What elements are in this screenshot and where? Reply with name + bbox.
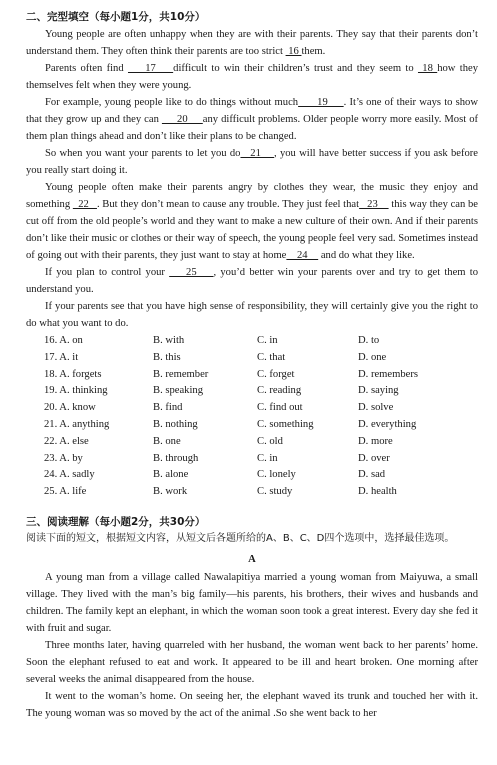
paragraph-text: how they themselves felt when they were young.	[26, 63, 479, 91]
answer-blank: 18	[417, 63, 438, 74]
reading-paragraph: A young man from a village called Nawalapitiya married a young woman from Maiyuwa, a small village. They lived with the man’s big family—his parents, his brothers, their wives and husbands and children. The family kept an elephant, in which the woman soon took a great interest. Every day she fed it with fruit and sugar.	[26, 571, 478, 634]
paragraph-text: If you plan to control your	[45, 267, 170, 278]
paragraph-text: For example, young people like to do things without much	[45, 97, 299, 108]
answer-blank: 25	[169, 267, 214, 278]
paragraph-text: difficult to win their children’s trust and they seem to	[173, 63, 418, 74]
option-b: B. one	[153, 435, 181, 447]
option-row	[26, 383, 478, 400]
option-row	[26, 333, 478, 350]
option-a: 16. A. on	[44, 335, 83, 346]
option-row	[26, 350, 478, 367]
option-b: B. alone	[153, 469, 189, 481]
answer-blank: 20	[161, 114, 203, 125]
option-c: C. old	[257, 435, 283, 447]
option-d: D. everything	[358, 418, 417, 430]
paragraph-text: and do what they like.	[318, 250, 415, 261]
passage-title: A	[248, 553, 256, 565]
option-b: B. work	[153, 486, 188, 498]
option-row	[26, 400, 478, 417]
option-c: C. that	[257, 351, 286, 363]
option-a: 23. A. by	[44, 452, 83, 464]
paragraph-text: If your parents see that you have high sense of responsibility, they will certainly give you the right to do what you want to do.	[26, 301, 478, 329]
option-b: B. this	[153, 351, 181, 363]
paragraph-text: them.	[301, 46, 326, 57]
cloze-paragraph	[26, 179, 478, 264]
reading-paragraph: It went to the woman’s home. On seeing her, the elephant waved its trunk and touched her with it. The young woman was so moved by the act of the animal .So she went back to her	[26, 690, 478, 719]
cloze-paragraph	[26, 60, 478, 94]
option-c: C. study	[257, 486, 293, 498]
options-list	[26, 333, 478, 501]
option-d: D. one	[358, 351, 387, 363]
paragraph-text: Young people are often unhappy when they are with their parents. They say that their parents don’t understand them. They often think their parents are too strict	[26, 29, 478, 57]
option-a: 18. A. forgets	[44, 368, 102, 380]
section3-heading: 三、阅读理解（每小题2分，共30分）	[26, 515, 206, 528]
option-d: D. to	[358, 335, 380, 346]
option-b: B. find	[153, 402, 183, 414]
cloze-paragraph	[26, 298, 478, 332]
option-row	[26, 417, 478, 434]
option-a: 25. A. life	[44, 486, 87, 498]
paragraph-text: . But they don’t mean to cause any trouble. They just feel that	[96, 199, 360, 210]
option-a: 22. A. else	[44, 435, 89, 447]
section2-heading: 二、完型填空（每小题1分，共10分）	[26, 11, 206, 23]
option-c: C. lonely	[257, 469, 296, 481]
option-d: D. remembers	[358, 368, 419, 380]
option-row	[26, 367, 478, 384]
paragraph-text: this way they can be cut off from the old people’s world and they want to make a new culture of their own. And if their parents don’t like their music or clothes or their way of speech, the young people feel very sad. Sometimes instead of going out with their parents, they just want to stay at home	[26, 199, 478, 261]
option-d: D. health	[358, 486, 397, 498]
option-d: D. over	[358, 452, 390, 464]
option-b: B. with	[153, 335, 185, 346]
option-b: B. speaking	[153, 385, 204, 397]
option-d: D. saying	[358, 385, 399, 397]
option-b: B. remember	[153, 368, 209, 380]
option-c: C. something	[257, 418, 314, 430]
answer-blank: 22	[72, 199, 97, 210]
answer-blank: 21	[240, 148, 275, 159]
answer-blank: 19	[298, 97, 344, 108]
exam-page	[26, 8, 478, 722]
paragraph-text: , you’d better win your parents over and try to get them to understand you.	[26, 267, 479, 295]
option-a: 17. A. it	[44, 351, 79, 363]
paragraph-text: any difficult problems. Older people worry more easily. Most of them plan things ahead and don’t like their plans to be changed.	[26, 114, 479, 142]
option-d: D. solve	[358, 402, 394, 414]
answer-blank: 16	[285, 46, 302, 57]
option-c: C. forget	[257, 368, 295, 380]
option-c: C. reading	[257, 385, 302, 397]
option-a: 20. A. know	[44, 402, 96, 414]
answer-blank: 24	[286, 250, 319, 261]
reading-paragraph: Three months later, having quarreled with her husband, the woman went back to her parents’ home. Soon the elephant refused to eat and work. It appeared to be ill and heart broken. One morning after several weeks the animal disappeared from the house.	[26, 639, 478, 685]
option-row	[26, 451, 478, 468]
option-c: C. in	[257, 335, 278, 346]
option-b: B. through	[153, 452, 199, 464]
option-b: B. nothing	[153, 418, 198, 430]
cloze-paragraph	[26, 145, 478, 179]
option-row	[26, 484, 478, 501]
option-row	[26, 434, 478, 451]
option-a: 19. A. thinking	[44, 385, 108, 397]
reading-instructions: 阅读下面的短文，根据短文内容，从短文后各题所给的A、B、C、D四个选项中，选择最佳选项。	[26, 532, 455, 544]
paragraph-text: So when you want your parents to let you do	[45, 148, 241, 159]
cloze-paragraph	[26, 94, 478, 145]
option-a: 24. A. sadly	[44, 469, 95, 481]
paragraph-text: Young people often make their parents angry by clothes they wear, the music they enjoy and something	[26, 182, 478, 210]
cloze-paragraph	[26, 264, 478, 298]
paragraph-text: . It’s one of their ways to show that they grow up and they can	[26, 97, 478, 125]
option-c: C. in	[257, 452, 278, 464]
option-d: D. more	[358, 435, 393, 447]
paragraph-text: Parents often find	[45, 63, 128, 74]
paragraph-text: , you will have better success if you ask before you really start doing it.	[26, 148, 478, 176]
answer-blank: 23	[359, 199, 389, 210]
option-a: 21. A. anything	[44, 418, 110, 430]
option-c: C. find out	[257, 402, 303, 414]
option-d: D. sad	[358, 469, 386, 481]
cloze-paragraph	[26, 26, 478, 60]
option-row	[26, 467, 478, 484]
answer-blank: 17	[127, 63, 174, 74]
